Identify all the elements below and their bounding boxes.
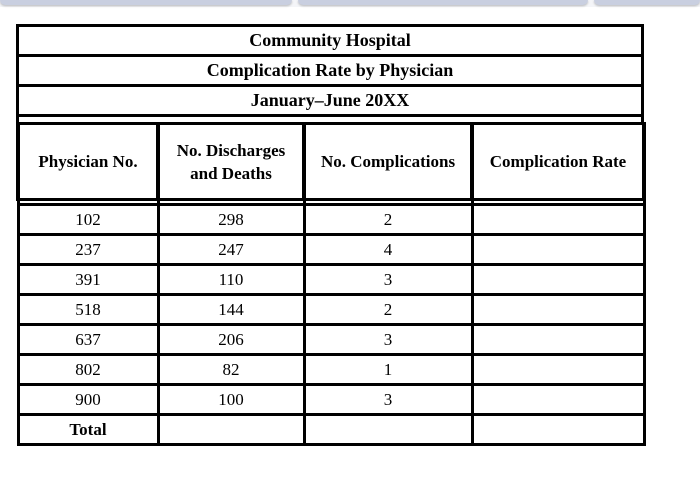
header-row [18, 124, 644, 200]
physician-table [16, 122, 646, 446]
physician-cell: 391 [18, 265, 158, 295]
header-physician-no: Physician No. [18, 124, 158, 200]
rate-cell[interactable] [472, 205, 644, 235]
rate-cell[interactable] [472, 235, 644, 265]
rate-cell[interactable] [472, 265, 644, 295]
header-discharges-line-1: No. Discharges [176, 140, 286, 160]
rate-cell[interactable] [472, 295, 644, 325]
table-row [18, 385, 644, 415]
complications-cell: 3 [304, 265, 472, 295]
hospital-name: Community Hospital [19, 27, 641, 57]
header-discharges [158, 124, 304, 200]
complications-cell: 2 [304, 295, 472, 325]
rate-cell[interactable] [472, 325, 644, 355]
table-row [18, 265, 644, 295]
physician-cell: 900 [18, 385, 158, 415]
rate-cell[interactable] [472, 385, 644, 415]
complication-rate-worksheet [16, 24, 642, 446]
total-discharges-cell[interactable] [158, 415, 304, 445]
physician-cell: 802 [18, 355, 158, 385]
header-discharges-line-2: and Deaths [190, 163, 272, 183]
toolbar-tab-3[interactable] [594, 0, 700, 5]
physician-cell: 637 [18, 325, 158, 355]
total-complications-cell[interactable] [304, 415, 472, 445]
header-complication-rate: Complication Rate [472, 124, 644, 200]
discharges-cell: 144 [158, 295, 304, 325]
header-complications: No. Complications [304, 124, 472, 200]
complications-cell: 3 [304, 385, 472, 415]
discharges-cell: 247 [158, 235, 304, 265]
table-row [18, 355, 644, 385]
discharges-cell: 100 [158, 385, 304, 415]
report-period: January–June 20XX [19, 87, 641, 117]
table-row [18, 295, 644, 325]
physician-cell: 237 [18, 235, 158, 265]
complications-cell: 3 [304, 325, 472, 355]
discharges-cell: 110 [158, 265, 304, 295]
toolbar-tab-2[interactable] [298, 0, 588, 5]
toolbar-tab-1[interactable] [0, 0, 292, 5]
table-row [18, 325, 644, 355]
discharges-cell: 206 [158, 325, 304, 355]
table-row [18, 235, 644, 265]
title-block [16, 24, 644, 117]
top-strip [0, 0, 700, 7]
total-row [18, 415, 644, 445]
total-label: Total [18, 415, 158, 445]
complications-cell: 4 [304, 235, 472, 265]
complications-cell: 2 [304, 205, 472, 235]
rate-cell[interactable] [472, 355, 644, 385]
complications-cell: 1 [304, 355, 472, 385]
discharges-cell: 298 [158, 205, 304, 235]
table-row [18, 205, 644, 235]
discharges-cell: 82 [158, 355, 304, 385]
report-title: Complication Rate by Physician [19, 57, 641, 87]
physician-cell: 102 [18, 205, 158, 235]
physician-cell: 518 [18, 295, 158, 325]
total-rate-cell[interactable] [472, 415, 644, 445]
